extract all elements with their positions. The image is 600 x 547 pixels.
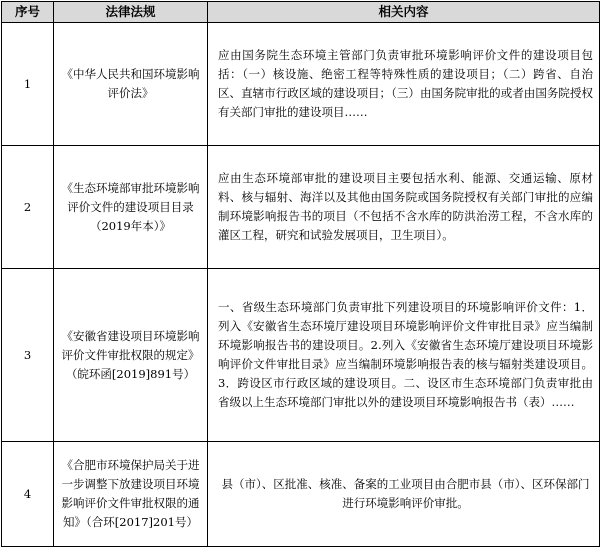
row-number: 2 [2,146,54,269]
header-content: 相关内容 [208,2,600,23]
law-name: 《合肥市环境保护局关于进一步调整下放建设项目环境影响评价文件审批权限的通知》（合环[2017]201号） [54,442,208,547]
header-law: 法律法规 [54,2,208,23]
table-row [2,23,600,146]
header-no: 序号 [2,2,54,23]
law-content: 应由国务院生态环境主管部门负责审批环境影响评价文件的建设项目包括：（一）核设施、绝密工程等特殊性质的建设项目；（二）跨省、自治区、直辖市行政区域的建设项目；（三）由国务院审批的或者由国务院授权有关部门审批的建设项目…… [208,23,600,146]
law-name: 《安徽省建设项目环境影响评价文件审批权限的规定》（皖环函[2019]891号） [54,269,208,442]
regulations-table [1,1,600,547]
table-row [2,146,600,269]
law-content: 应由生态环境部审批的建设项目主要包括水利、能源、交通运输、原材料、核与辐射、海洋以及其他由国务院或国务院授权有关部门审批的应编制环境影响报告书的项目（不包括不含水库的防洪治涝工程，不含水库的灌区工程，研究和试验发展项目，卫生项目）。 [208,146,600,269]
row-number: 3 [2,269,54,442]
table-header-row [2,2,600,23]
table-row [2,442,600,547]
law-content: 一、省级生态环境部门负责审批下列建设项目的环境影响评价文件：1．列入《安徽省生态环境厅建设项目环境影响评价文件审批目录》应当编制环境影响报告书的建设项目。2.列入《安徽省生态环境厅建设项目环境影响评价文件审批目录》应当编制环境影响报告表的核与辐射类建设项目。3．跨设区市行政区域的建设项目。二、设区市生态环境部门负责审批由省级以上生态环境部门审批以外的建设项目环境影响报告书（表）…… [208,269,600,442]
regulations-table-container [1,1,599,547]
law-name: 《生态环境部审批环境影响评价文件的建设项目目录（2019年本）》 [54,146,208,269]
law-content: 县（市）、区批准、核准、备案的工业项目由合肥市县（市）、区环保部门进行环境影响评价审批。 [208,442,600,547]
row-number: 1 [2,23,54,146]
law-name: 《中华人民共和国环境影响评价法》 [54,23,208,146]
table-row [2,269,600,442]
row-number: 4 [2,442,54,547]
